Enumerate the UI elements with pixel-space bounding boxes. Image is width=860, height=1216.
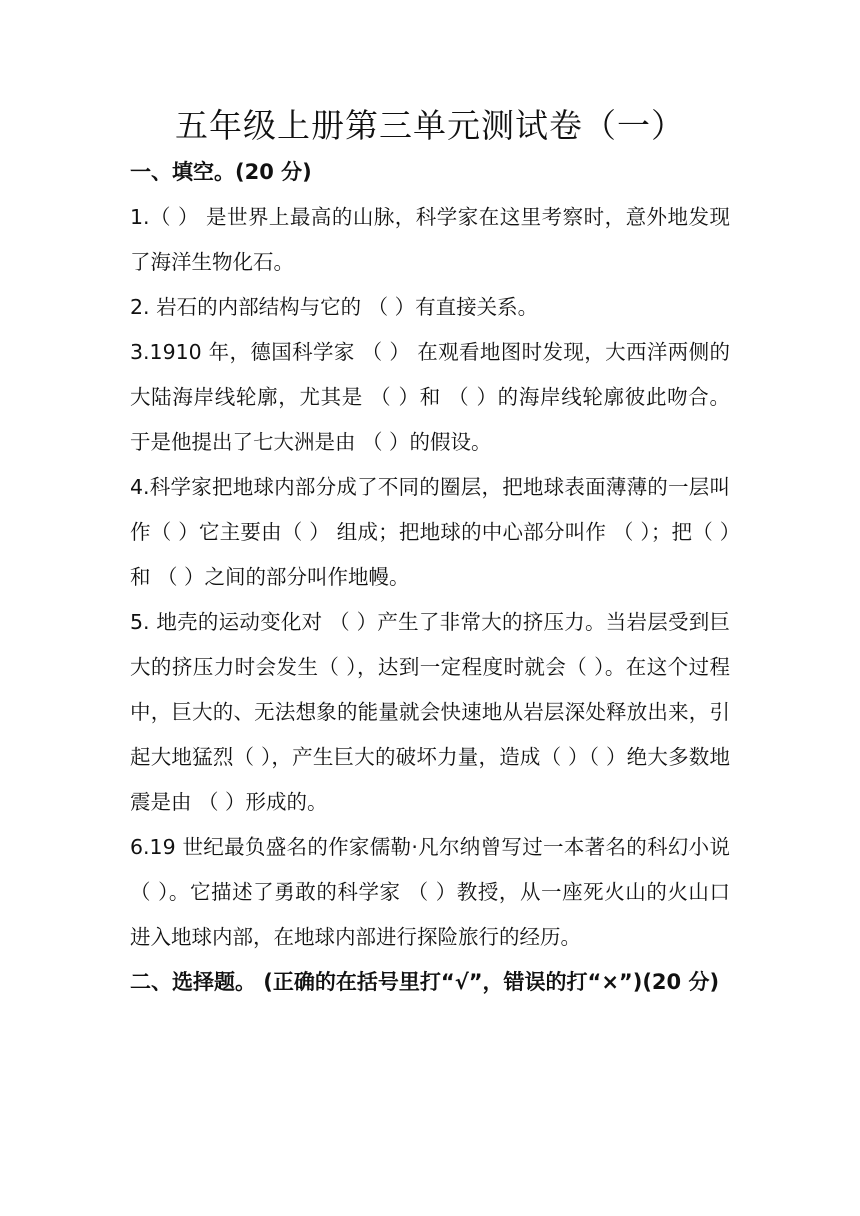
exam-content	[130, 150, 730, 1005]
question-3: 3.1910 年，德国科学家 （ ） 在观看地图时发现，大西洋两侧的大陆海岸线轮廓，尤其是 （ ）和 （ ）的海岸线轮廓彼此吻合。于是他提出了七大洲是由 （ ）的假设。	[130, 340, 730, 454]
question-4: 4.科学家把地球内部分成了不同的圈层，把地球表面薄薄的一层叫作（ ）它主要由（ ） 组成；把地球的中心部分叫作 （ ）；把（ ）和 （ ）之间的部分叫作地幔。	[130, 475, 730, 589]
question-6: 6.19 世纪最负盛名的作家儒勒·凡尔纳曾写过一本著名的科幻小说 （ ）。它描述了勇敢的科学家 （ ）教授，从一座死火山的火山口进入地球内部，在地球内部进行探险旅行的经历。	[130, 835, 730, 949]
question-5: 5. 地壳的运动变化对 （ ）产生了非常大的挤压力。当岩层受到巨大的挤压力时会发生（ ），达到一定程度时就会（ ）。在这个过程中，巨大的、无法想象的能量就会快速地从岩层深处释放出来，引起大地猛烈（ ），产生巨大的破坏力量，造成（ ）（ ）绝大多数地震是由 （ ）形成的。	[130, 610, 730, 814]
section-heading-fill-in: 一、填空。(20 分)	[130, 160, 312, 184]
section-heading-choice: 二、选择题。 (正确的在括号里打“√”，错误的打“×”)(20 分)	[130, 970, 720, 994]
question-1: 1.（ ） 是世界上最高的山脉，科学家在这里考察时，意外地发现了海洋生物化石。	[130, 205, 730, 274]
question-2: 2. 岩石的内部结构与它的 （ ）有直接关系。	[130, 295, 539, 319]
exam-title: 五年级上册第三单元测试卷（一）	[175, 106, 685, 145]
